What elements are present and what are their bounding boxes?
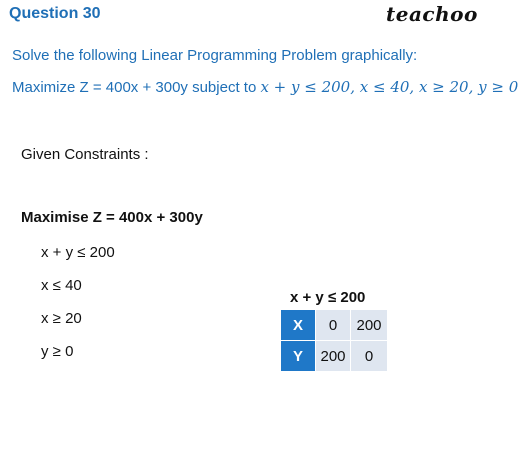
- row-header-y: Y: [281, 341, 316, 372]
- row-header-x: X: [281, 310, 316, 341]
- table-row: [281, 310, 388, 341]
- problem-constraints-line: [12, 78, 518, 96]
- constraint-item: x ≤ 40: [41, 277, 82, 294]
- constraint-item: x ≥ 20: [41, 310, 82, 327]
- objective-function: Maximise Z = 400x + 300y: [21, 209, 203, 226]
- constraint-item: x + y ≤ 200: [41, 244, 115, 261]
- problem-objective-text: Maximize Z = 400x + 300y subject to: [12, 79, 261, 96]
- constraint-item: y ≥ 0: [41, 343, 74, 360]
- values-table: [280, 309, 388, 372]
- table-title: x + y ≤ 200: [290, 289, 366, 306]
- table-cell: 200: [351, 310, 388, 341]
- table-cell: 0: [316, 310, 351, 341]
- question-title: Question 30: [9, 5, 101, 22]
- given-constraints-heading: Given Constraints :: [21, 146, 149, 163]
- table-cell: 0: [351, 341, 388, 372]
- problem-statement: Solve the following Linear Programming Problem graphically:: [12, 47, 418, 64]
- table-cell: 200: [316, 341, 351, 372]
- problem-constraints-math: x + y ≤ 200, x ≤ 40, x ≥ 20, y ≥ 0: [260, 78, 518, 96]
- brand-logo: teachoo: [386, 2, 478, 26]
- table-row: [281, 341, 388, 372]
